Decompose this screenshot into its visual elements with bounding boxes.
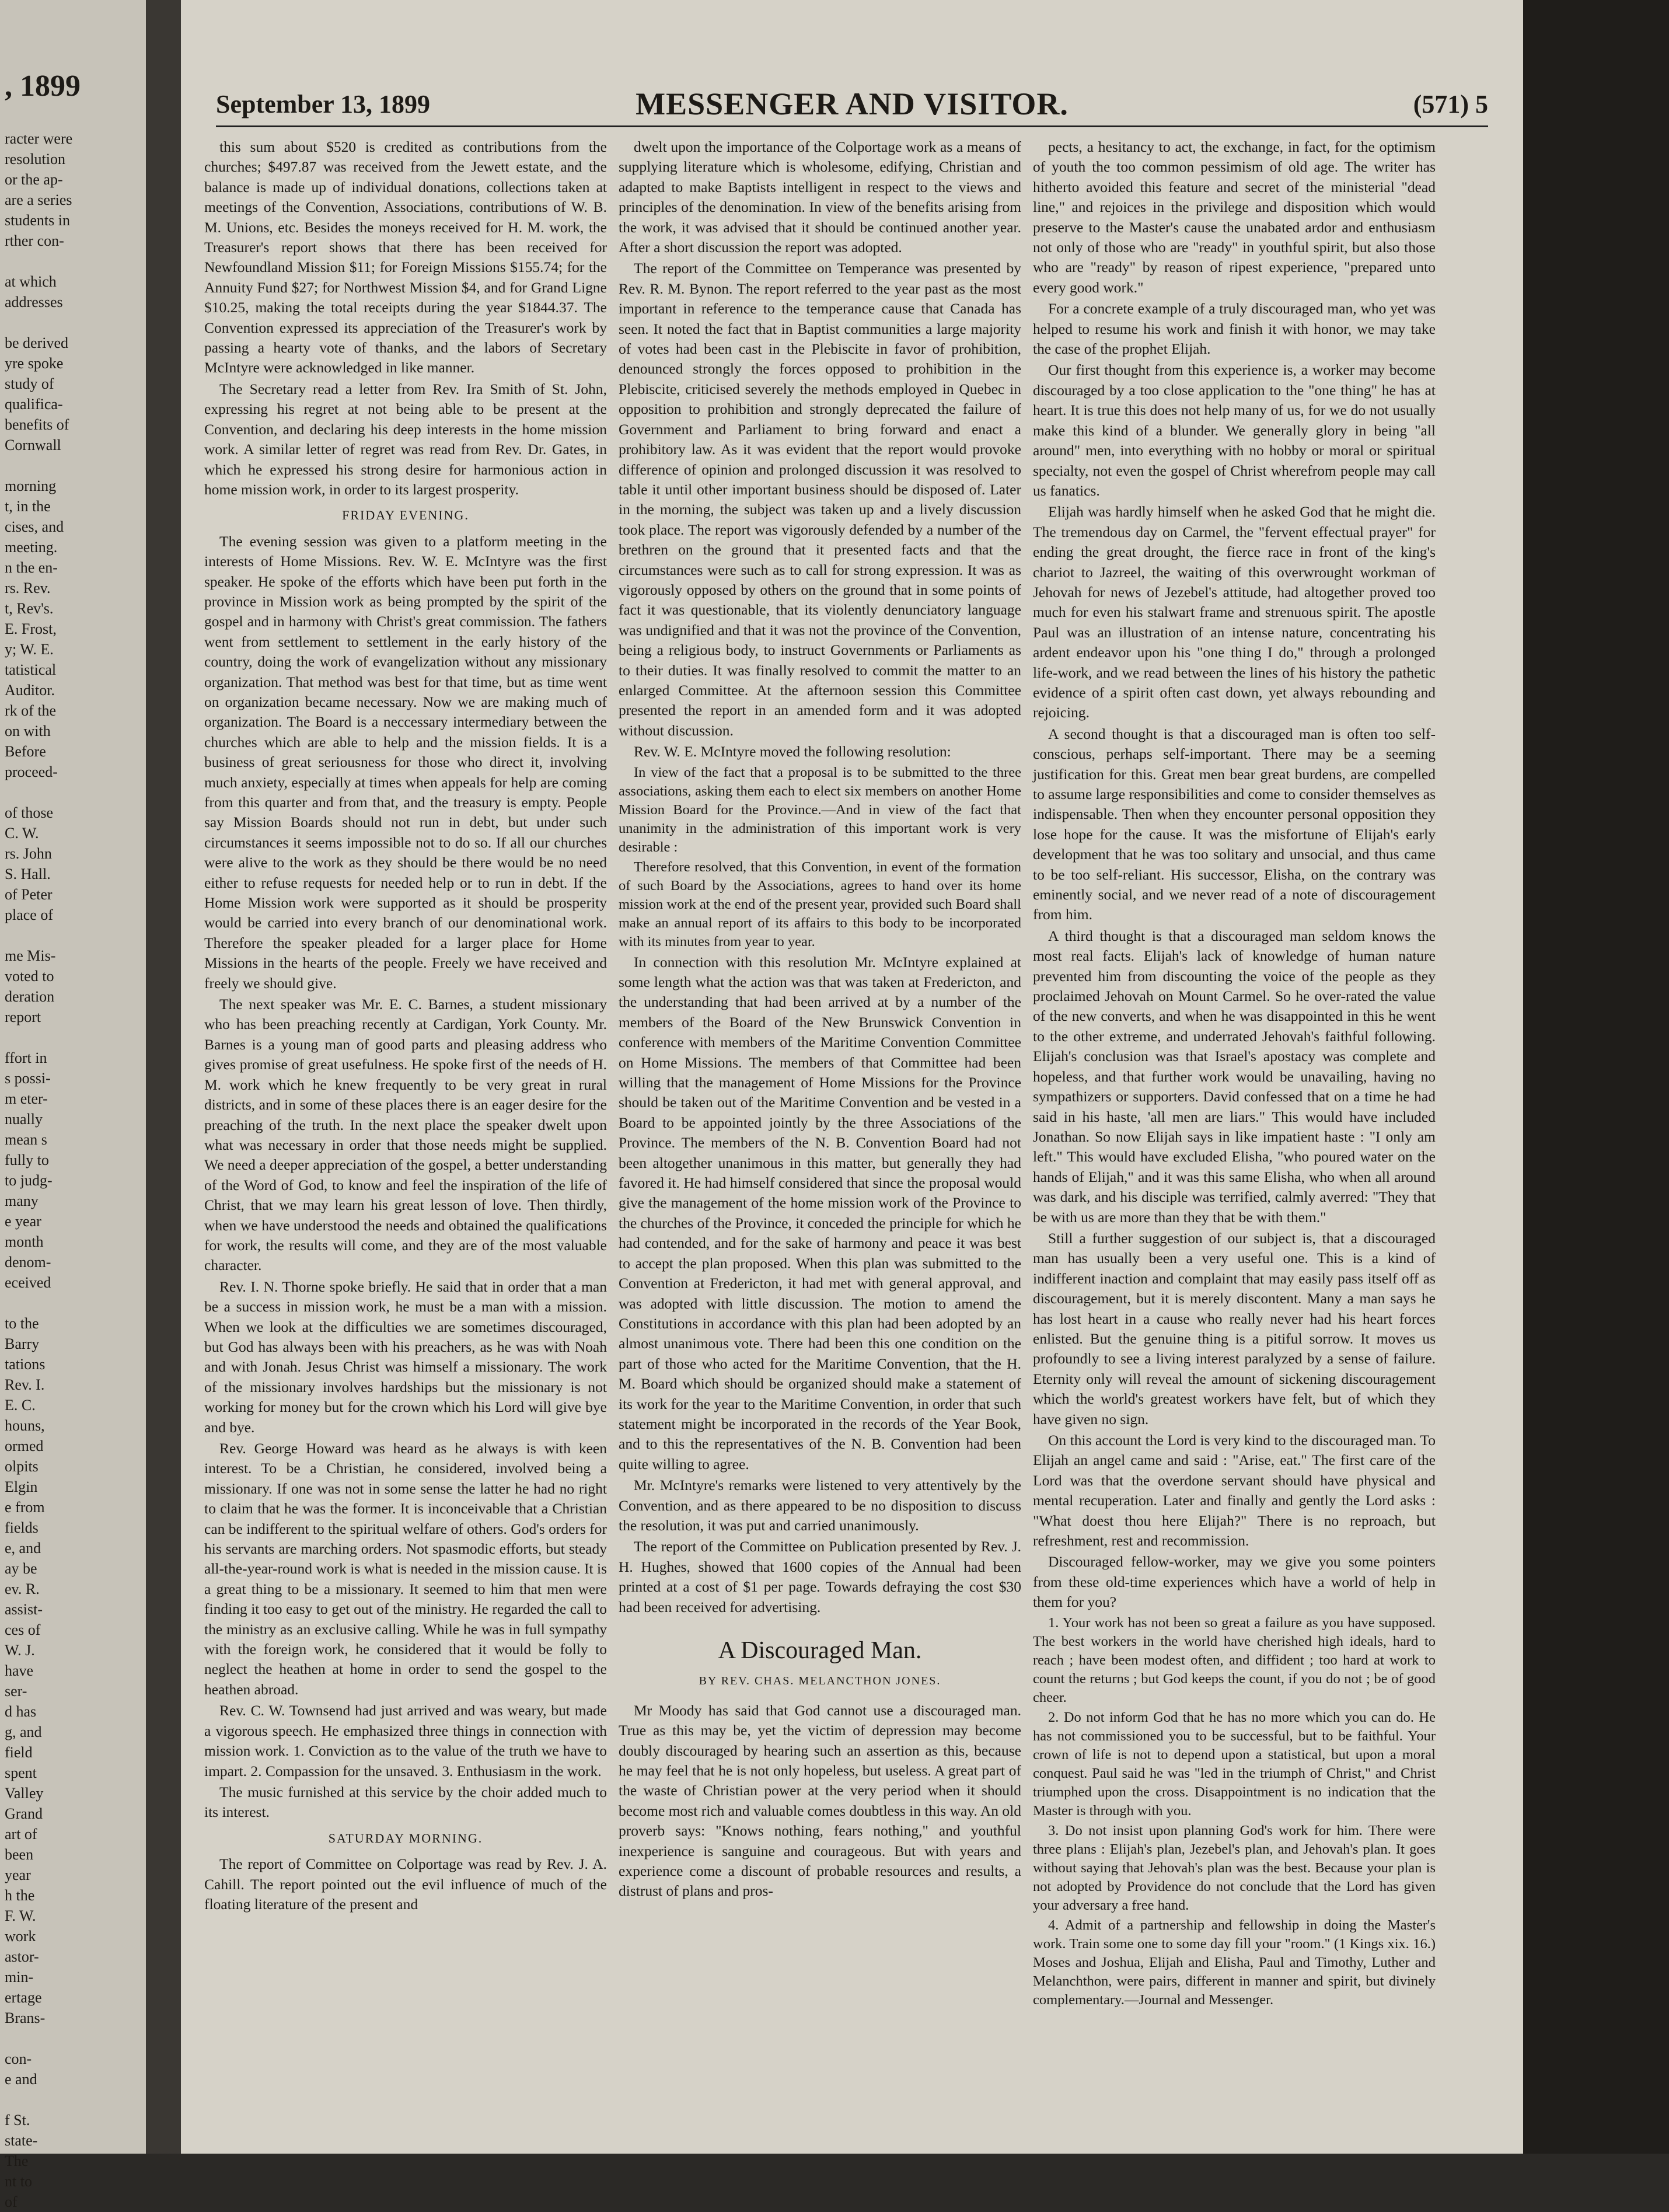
paragraph: Still a further suggestion of our subject is, that a discouraged man has usually been a very useful one. This is a kind of indifferent inaction and complaint that may easily pass itself off as discouragement, but it is merely discontent. Many a man says he has lost heart in a cause who really never had his heart forces enlisted. But the genuine thing is a pitiful sorrow. It moves us profoundly to see a living interest paralyzed by a sense of failure. Eternity only will reveal the amount of sickening discouragement which the world's greatest workers have felt, but of which they have given no sign. — [1033, 1229, 1436, 1428]
numbered-point: 2. Do not inform God that he has no more which you can do. He has not commissioned you to be successful, but to be faithful. Your crown of life is not to depend upon a statistical, but upon a moral conquest. Paul said he was "led in the triumph of Christ," and Christ triumphed upon the cross. Disappointment is no indication that the Master is through with you. — [1033, 1709, 1436, 1819]
previous-page-line: place of — [5, 906, 54, 923]
previous-page-line: study of — [5, 375, 54, 392]
previous-page-line: rther con- — [5, 232, 64, 249]
previous-page-line: qualifica- — [5, 396, 63, 413]
previous-page-line — [5, 925, 145, 945]
paragraph: dwelt upon the importance of the Colportage work as a means of supplying literature which is wholesome, edifying, Christian and adapted to make Baptists intelligent in respect to the views and principles of the denomination. In view of the benefits arising from the work, it was advised that it should be continued another year. After a short discussion the report was adopted. — [619, 138, 1021, 256]
previous-page-line: Grand — [5, 1805, 43, 1822]
previous-page-line: nually — [5, 1111, 43, 1128]
previous-page-line — [5, 2089, 145, 2110]
previous-page-line: state- — [5, 2132, 38, 2149]
previous-page-line: min- — [5, 1969, 34, 1986]
previous-page-line: fields — [5, 1519, 39, 1536]
paragraph: The report of the Committee on Temperance was presented by Rev. R. M. Bynon. The report referred to the year past as the most important in reference to the temperance cause that Canada has seen. It noted the fact that in Baptist communities a large majority of votes had been cast in the Plebiscite in favor of prohibition, denounced strongly the forces opposed to prohibition in the Plebiscite, criticised severely the methods employed in Quebec in opposition to prohibition and strongly deprecated the failure of Government and Parliament to bring forward and enact a prohibitory law. As it was evident that the report would provoke difference of opinion and prolonged discussion it was resolved to table it until other important business should be disposed of. Later in the morning, the subject was taken up and a lively discussion took place. The report was vigorously defended by a number of the brethren on the ground that it presented facts and that the circumstances were such as to call for strong expression. It was as vigorously opposed by others on the ground that in some points of fact it was questionable, that its violently denunciatory language was undignified and that it was not the province of the Convention, being a religious body, to instruct Governments or Parliaments as to their duties. It was finally resolved to commit the matter to an enlarged Committee. At the afternoon session this Committee presented the report in an amended form and it was adopted without discussion. — [619, 260, 1021, 739]
previous-page-line — [5, 2028, 145, 2049]
previous-page-line — [5, 251, 145, 271]
paragraph: The evening session was given to a platform meeting in the interests of Home Missions. Rev. W. E. McIntyre was the first speaker. He spoke of the efforts which have been put forth in the province in Mission work as being prompted by the spirit of the gospel and in harmony with Christ's great commission. The fathers went from settlement to settlement in the early history of the country, doing the work of evangelization without any missionary organization. That method was best for that time, but as time went on organization became necessary. Now we are making much of organization. The Board is a neccessary intermediary between the churches which are able to help and the mission fields. It is a business of great seriousness for those who direct it, involving much anxiety, especially at times when appeals for help are coming from this quarter and from that, and the treasury is empty. People say Mission Boards should not run in debt, but under such circumstances it seems impossible not to do so. If all our churches were alive to the work as they should be there would be no need either to refuse requests for needed help or to run in debt. If the Home Mission work were supported as it should be prosperity would be carried into every branch of our denominational work. Therefore the speaker pleaded for a larger place for Home Missions in the hearts of the people. Freely we have received and freely we should give. — [204, 532, 607, 992]
previous-page-line: spent — [5, 1764, 37, 1781]
previous-page-line: y; W. E. — [5, 641, 54, 658]
paragraph: Rev. George Howard was heard as he always is with keen interest. To be a Christian, he considered, involved being a missionary. If one was not in some sense the latter he had no right to claim that he was the former. It is inconceivable that a Christian can be indifferent to the spiritual welfare of others. God's orders for his servants are marching orders. Not spasmodic efforts, but steady all-the-year-round work is what is needed in the mission cause. It is a great thing to be a missionary. It seemed to him that men were finding it too easy to get out of the ministry. He regarded the call to the ministry as an exclusive calling. While he was in full sympathy with the foreign work, he considered that it would be folly to neglect the heathen at home in order to send the gospel to the heathen abroad. — [204, 1440, 607, 1698]
resolution-text: Therefore resolved, that this Convention, in event of the formation of such Board by the Associations, agrees to hand over its home mission work at the end of the present year, provided such Board shall make an annual report of its affairs to this body to be incorporated with its minutes from year to year. — [619, 859, 1021, 950]
previous-page-line: to judg- — [5, 1172, 53, 1189]
previous-page-line: e and — [5, 2071, 37, 2088]
paragraph: Mr Moody has said that God cannot use a discouraged man. True as this may be, yet the victim of depression may become doubly discouraged by hearing such an assertion as this, because he may feel that he is not only hopeless, but useless. A great part of the waste of Christian power at the very period when it should become most rich and valuable comes doubtless in this way. An old proverb says: "Knows nothing, fears nothing," and youthful inexperience is sanguine and courageous. But with years and experience come a discount of probable resources and results, a distrust of plans and pros- — [619, 1701, 1021, 1900]
previous-page-line: ev. R. — [5, 1581, 40, 1597]
previous-page-line: Barry — [5, 1335, 40, 1352]
previous-page-line: nt to — [5, 2173, 32, 2190]
previous-page-line: e year — [5, 1213, 41, 1230]
previous-page-line: ser- — [5, 1683, 27, 1700]
previous-page-line — [5, 782, 145, 803]
previous-page-line: Rev. I. — [5, 1376, 45, 1393]
previous-page-line: me Mis- — [5, 947, 56, 964]
page-edge-shadow — [1523, 0, 1669, 2154]
previous-page-line: work — [5, 1928, 36, 1945]
previous-page-line: addresses — [5, 294, 63, 310]
previous-page-line: fully to — [5, 1152, 49, 1168]
column-2 — [619, 137, 1021, 1903]
previous-page-line: olpits — [5, 1458, 39, 1475]
previous-page-line: deration — [5, 988, 55, 1005]
paragraph: A third thought is that a discouraged man seldom knows the most real facts. Elijah's lack of knowledge of human nature prevented him from discounting the voice of the people as they proclaimed Jehovah on Mount Carmel. So he over-rated the value of the new converts, and when he was disappointed in this he went to the other extreme, and underrated Jehovah's faithful following. Elijah's conclusion was that Israel's apostacy was complete and hopeless, and that further work would be unavailing, having no sympathizers or supporters. David confessed that on a time he had said in his haste, 'all men are liars." This would have included Jonathan. So now Elijah says in like impatient haste : "I only am left." This would have excluded Elisha, "who poured water on the hands of Elijah," and it was this same Elisha, who when all around was dark, and his disciple was terrified, calmly averred: "They that be with us are more than they that be with them." — [1033, 927, 1436, 1226]
previous-page-line: rs. John — [5, 845, 52, 862]
article-title: A Discouraged Man. — [718, 1637, 922, 1664]
paragraph: The music furnished at this service by the choir added much to its interest. — [204, 1783, 607, 1821]
paragraph: A second thought is that a discouraged man is often too self-conscious, perhaps self-important. There may be a seeming justification for this. Great men bear great burdens, are compelled to assume large responsibilities and come to consider themselves as indispensable. Then when they encounter personal opposition they lose hope for the cause. It was the misfortune of Elijah's early development that he was too solitary and unsocial, and thus came to be too self-reliant. His successor, Elisha, on the contrary was eminently social, and we never read of a note of discouragement from him. — [1033, 725, 1436, 923]
previous-page-line: racter were — [5, 130, 73, 147]
previous-page-line: tatistical — [5, 661, 57, 678]
previous-page-line: tations — [5, 1356, 46, 1373]
previous-page-line: students in — [5, 212, 70, 229]
column-3 — [1033, 137, 1436, 2011]
previous-page-line: yre spoke — [5, 355, 64, 372]
article-byline: BY REV. CHAS. MELANCTHON JONES. — [699, 1674, 941, 1688]
paragraph: The report of Committee on Colportage was read by Rev. J. A. Cahill. The report pointed out the evil influence of much of the floating literature of the present and — [204, 1855, 607, 1913]
paragraph: Discouraged fellow-worker, may we give you some pointers from these old-time experiences which have a world of help in them for you? — [1033, 1553, 1436, 1611]
previous-page-line: Cornwall — [5, 437, 61, 453]
previous-page-line: many — [5, 1192, 39, 1209]
previous-page-line: on with — [5, 723, 51, 739]
paragraph: On this account the Lord is very kind to the discouraged man. To Elijah an angel came and said : "Arise, eat." The first care of the Lord was that the overdone servant should have physical and mental recuperation. Later and finally and gently the Lord asks : "What doest thou here Elijah?" There is no reproach, but refreshment, rest and recommission. — [1033, 1432, 1436, 1550]
previous-page-line: been — [5, 1846, 34, 1863]
previous-page-line: are a series — [5, 191, 72, 208]
previous-page-line: ffort in — [5, 1049, 47, 1066]
previous-page-line: E. C. — [5, 1397, 36, 1414]
previous-page-line: Auditor. — [5, 682, 55, 699]
previous-page-line: morning — [5, 477, 57, 494]
previous-page-line: E. Frost, — [5, 620, 57, 637]
column-1 — [204, 137, 607, 1916]
previous-page-line: C. W. — [5, 825, 39, 842]
previous-page-line: Valley — [5, 1785, 44, 1802]
resolution-text: In view of the fact that a proposal is to be submitted to the three associations, asking them each to elect six members on another Home Mission Board for the Province.—And in view of the fact that unanimity in the administration of this important work is very desirable : — [619, 764, 1021, 855]
previous-page-line: ormed — [5, 1438, 44, 1454]
previous-page-line: Before — [5, 743, 46, 760]
paragraph: Rev. W. E. McIntyre moved the following resolution: — [634, 743, 951, 760]
previous-page-line: d has — [5, 1703, 37, 1720]
paragraph: Rev. I. N. Thorne spoke briefly. He said that in order that a man be a success in mission work, he must be a man with a mission. When we look at the difficulties we are sometimes discouraged, but God has always been with his preachers, as he was with Noah and with Jonah. Jesus Christ was himself a missionary. The work of the missionary involves hardships but the missionary is not working for money but for the crown which his Lord will give bye and bye. — [204, 1278, 607, 1436]
previous-page-line: g, and — [5, 1723, 42, 1740]
previous-page-line: of — [5, 2193, 18, 2210]
previous-page-header: , 1899 — [5, 69, 81, 103]
previous-page-line: benefits of — [5, 416, 69, 433]
paragraph: The Secretary read a letter from Rev. Ira Smith of St. John, expressing his regret at not being able to be present at the Convention, and declaring his deep interests in the home mission work. A similar letter of regret was read from Rev. Dr. Gates, in which he expressed his strong desire for harmonious action in home mission work, in order to its largest prosperity. — [204, 380, 607, 498]
issue-date: September 13, 1899 — [216, 90, 431, 118]
paragraph: Elijah was hardly himself when he asked God that he might die. The tremendous day on Carmel, the "fervent effectual prayer" for ending the great drought, the fierce race in front of the king's chariot to Jazreel, the waiting of this overwrought workman of Jehovah for news of Jezebel's attitude, had altogether proved too much for even his stalwart frame and strenuous spirit. The apostle Paul was an illustration of an intense nature, concentrating his ardent endeavor upon his "one thing I do," through a prolonged life-work, and we read between the lines of his history the pathetic evidence of a spirit often cast down, yet always rebounding and rejoicing. — [1033, 503, 1436, 721]
section-subhead: SATURDAY MORNING. — [328, 1830, 483, 1845]
previous-page-line: t, Rev's. — [5, 600, 54, 617]
previous-page-line: resolution — [5, 151, 65, 168]
previous-page-line: n the en- — [5, 559, 58, 576]
previous-page-line: to the — [5, 1315, 39, 1332]
previous-page-line: S. Hall. — [5, 866, 51, 882]
paragraph: pects, a hesitancy to act, the exchange, in fact, for the optimism of youth the too common pessimism of old age. The writer has hitherto avoided this feature and secret of the ministerial "dead line," and rejoices in the privilege and disposition which would preserve to the Master's cause the unabated ardor and enthusiasm not only of those who are "ready" in youthful spirit, but also those who are "ready" by reason of ripest experience, "prepared unto every good work." — [1033, 138, 1436, 296]
previous-page-line: W. J. — [5, 1642, 35, 1659]
previous-page-line: Brans- — [5, 2009, 46, 2026]
previous-page-line: of those — [5, 804, 54, 821]
previous-page-line: assist- — [5, 1601, 43, 1618]
paragraph: Our first thought from this experience is, a worker may become discouraged by a too close application to the "one thing" he has at heart. It is true this does not help many of us, for we do not usually make this kind of a blunder. We generally glory in being "all around" men, into everything with no hobby or moral or spiritual specialty, not even the gospel of Christ wherefrom people may call us fanatics. — [1033, 361, 1436, 499]
numbered-point: 3. Do not insist upon planning God's work for him. There were three plans : Elijah's plan, Jezebel's plan, and Jehovah's plan. It goes without saying that Jehovah's plan was the best. Because your plan is not adopted by Providence do not conclude that the Lord has given your adversary a free hand. — [1033, 1822, 1436, 1913]
previous-page-line: s possi- — [5, 1070, 51, 1087]
previous-page-line: rs. Rev. — [5, 580, 51, 596]
previous-page-line: of Peter — [5, 886, 53, 903]
previous-page-line: mean s — [5, 1131, 47, 1148]
previous-page-line: or the ap- — [5, 171, 63, 188]
newspaper-page — [181, 0, 1523, 2154]
previous-page-line: be derived — [5, 334, 69, 351]
paragraph: Rev. C. W. Townsend had just arrived and was weary, but made a vigorous speech. He emphasized three things in connection with mission work. 1. Conviction as to the value of the truth we have to impart. 2. Compassion for the unsaved. 3. Enthusiasm in the work. — [204, 1702, 607, 1780]
previous-page-line: h the — [5, 1887, 35, 1904]
previous-page-line: meeting. — [5, 539, 58, 556]
previous-page-line: denom- — [5, 1254, 51, 1271]
previous-page-line: ces of — [5, 1621, 41, 1638]
previous-page-line: eceived — [5, 1274, 51, 1291]
previous-page-line: cises, and — [5, 518, 64, 535]
previous-page-line: ay be — [5, 1560, 37, 1577]
previous-page-line: voted to — [5, 968, 54, 985]
previous-page-line: report — [5, 1009, 41, 1025]
previous-page-line: t, in the — [5, 498, 51, 515]
page-number: (571) 5 — [1413, 90, 1488, 118]
page-gutter — [146, 0, 181, 2154]
paragraph: Mr. McIntyre's remarks were listened to very attentively by the Convention, and as there appeared to be no disposition to discuss the resolution, it was put and carried unanimously. — [619, 1477, 1021, 1534]
previous-page-line: Elgin — [5, 1478, 38, 1495]
previous-page-line — [5, 455, 145, 476]
newspaper-title: MESSENGER AND VISITOR. — [636, 86, 1069, 121]
section-subhead: FRIDAY EVENING. — [342, 508, 469, 523]
masthead — [216, 79, 1488, 127]
previous-page-line — [5, 312, 145, 333]
numbered-point: 4. Admit of a partnership and fellowship in doing the Master's work. Train some one to some day fill your "room." (1 Kings xix. 16.) Moses and Joshua, Elijah and Elisha, Paul and Timothy, Luther and Melanchthon, were pairs, different in manner and spirit, but divinely complementary.—Journal and Messenger. — [1033, 1917, 1436, 2008]
previous-page-line: ertage — [5, 1989, 42, 2006]
previous-page-line: e, and — [5, 1540, 41, 1557]
previous-page-line — [5, 1293, 145, 1313]
previous-page-line: rk of the — [5, 702, 57, 719]
previous-page-line: f St. — [5, 2112, 30, 2129]
paragraph: The report of the Committee on Publication presented by Rev. J. H. Hughes, showed that 1600 copies of the Annual had been printed at a cost of $1 per page. Towards defraying the cost $30 had been received for advertising. — [619, 1538, 1021, 1616]
previous-page-line: m eter- — [5, 1090, 48, 1107]
previous-page-line: field — [5, 1744, 33, 1761]
numbered-point: 1. Your work has not been so great a failure as you have supposed. The best workers in the world have cherished high ideals, hard to reach ; have been modest often, and diffident ; too hard at work to count the returns ; but God keeps the count, if you do not ; be of good cheer. — [1033, 1614, 1436, 1705]
paragraph: For a concrete example of a truly discouraged man, who yet was helped to resume his work and finish it with honor, we may take the case of the prophet Elijah. — [1033, 300, 1436, 358]
previous-page-text — [5, 128, 145, 2212]
previous-page-line: F. W. — [5, 1907, 36, 1924]
previous-page-line: month — [5, 1233, 44, 1250]
paragraph: this sum about $520 is credited as contributions from the churches; $497.87 was received from the Jewett estate, and the balance is made up of individual donations, collections taken at meetings of the Convention, Associations, contributions of W. B. M. Unions, etc. Besides the moneys received for H. M. work, the Treasurer's report shows that there has been received for Newfoundland Mission $11; for Foreign Missions $155.74; for the Annuity Fund $27; for Northwest Mission $4, and for Grand Ligne $10.25, making the total receipts during the year $1844.37. The Convention expressed its appreciation of the Treasurer's work by passing a hearty vote of thanks, and the labors of Secretary McIntyre were acknowledged in like manner. — [204, 138, 607, 376]
previous-page-line: houns, — [5, 1417, 45, 1434]
paragraph: The next speaker was Mr. E. C. Barnes, a student missionary who has been preaching recently at Cardigan, York County. Mr. Barnes is a young man of good parts and pleasing address who gives promise of great usefulness. He spoke first of the needs of H. M. work which he knew frequently to be very great in rural districts, and in some of these places there is an eager desire for the preaching of the truth. In the next place the speaker dwelt upon what was necessary in order that those needs might be supplied. We need a deeper appreciation of the gospel, a better understanding of the Word of God, to know and feel the inspiration of the life of Christ, that we may learn his great lesson of love. Then thirdly, when we have understood the needs and obtained the qualifications for work, the results will come, and they are of the most valuable character. — [204, 996, 607, 1274]
previous-page-line: The — [5, 2152, 29, 2169]
previous-page-line: con- — [5, 2050, 32, 2067]
previous-page-line: art of — [5, 1826, 37, 1843]
paragraph: In connection with this resolution Mr. McIntyre explained at some length what the action was that was taken at Fredericton, and the understanding that had been arrived at by a number of the members of the Board of the New Brunswick Convention in conference with members of the Maritime Convention Committee on Home Missions. The members of that Committee had been willing that the management of Home Missions for the Province should be taken out of the Maritime Convention and be vested in a Board to be appointed jointly by the three Associations of the Province. The members of the N. B. Convention Board had not been altogether unanimous in this matter, but generally they had favored it. He had himself considered that since the proposal would give the management of the home mission work of the Province to the churches of the Province, it conceded the principle for which he had contended, and for the sake of harmony and peace it was best to accept the plan proposed. When this plan was submitted to the Convention at Fredericton, it had met with general approval, and was adopted with little discussion. The motion to amend the Constitutions in accordance with this plan had been adopted by an almost unanimous vote. There had been this one condition on the part of those who acted for the Maritime Convention, that the H. M. Board which should be organized should make a statement of its work for the year to the Maritime Convention, in order that such statement might be incorporated in the records of the Year Book, and to this the representatives of the N. B. Convention had been quite willing to agree. — [619, 953, 1021, 1473]
previous-page-line — [5, 1027, 145, 1048]
previous-page-line: proceed- — [5, 763, 58, 780]
previous-page-line: have — [5, 1662, 34, 1679]
previous-page-line: astor- — [5, 1948, 39, 1965]
previous-page-line: at which — [5, 273, 57, 290]
previous-page-fragment — [0, 0, 146, 2210]
previous-page-line: e from — [5, 1499, 45, 1516]
previous-page-line: year — [5, 1866, 31, 1883]
